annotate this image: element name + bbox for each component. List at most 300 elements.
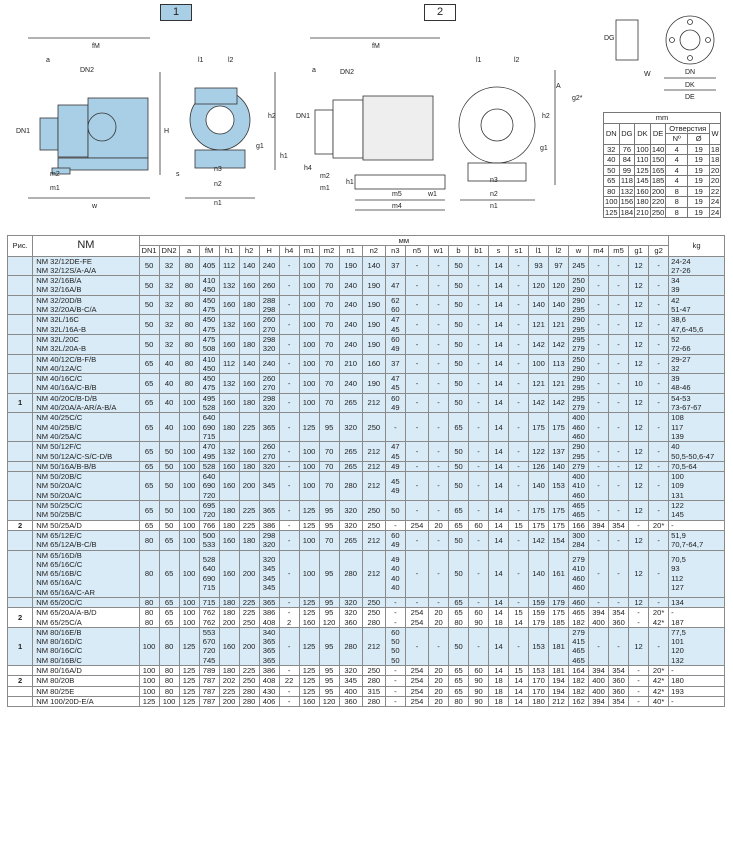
flange-row [604,165,721,176]
dimension-cell: - [279,334,299,354]
flange-row [604,186,721,197]
dimension-cell: 400 [339,686,362,696]
dimension-cell: - [509,393,529,413]
table-row [8,501,725,521]
flange-unit-header: mm [604,113,721,124]
label-dg: DG [604,35,615,42]
weight-cell: - [669,520,725,530]
weight-cell: 134 [669,597,725,607]
dimension-cell: 70 [319,334,339,354]
table-row [8,696,725,706]
dimension-cell: 265 [339,393,362,413]
dimension-cell: 12 [629,501,649,521]
dimension-cell: 181 [549,666,569,676]
dimension-cell: - [469,315,489,335]
dimension-cell: 50 [449,393,469,413]
dimension-cell: - [429,461,449,471]
dimension-cell: 65 [139,501,159,521]
dimension-cell: - [405,627,428,665]
dimension-cell: 80 [179,374,199,394]
dimension-cell: 65 [139,472,159,501]
flange-cell: 4 [666,155,688,166]
dimension-cell: 240 [259,256,279,276]
dimension-cell: 32 [159,334,179,354]
dimension-cell: 430 [259,686,279,696]
weight-cell: 108 117 139 [669,413,725,442]
dimension-cell: 166 [569,520,589,530]
flange-cell: 65 [604,176,620,187]
dimension-cell: 65 [139,393,159,413]
figure-number-cell [8,550,33,597]
dimension-cell: 12 [629,461,649,471]
dimension-cell: 175 [529,413,549,442]
dimension-cell: 354 [609,696,629,706]
label-h2: h2 [268,113,276,120]
dimension-cell: 12 [629,256,649,276]
dimension-cell: 212 [549,696,569,706]
label-g1: g1 [256,143,264,150]
dimension-cell: 100 100 [179,608,199,628]
column-header-b: b [449,246,469,256]
figure-number-cell [8,315,33,335]
dimension-cell: 789 [199,666,219,676]
dimension-cell: 100 [299,276,319,296]
dimension-cell: 20* 42* [649,608,669,628]
model-name-cell: NM 40/16C/C NM 40/16A/C-B/B [33,374,139,394]
dimension-cell: - [405,295,428,315]
dimension-cell: 159 [529,597,549,607]
flange-header-dn: DN [604,123,620,144]
dimension-cell: - [469,374,489,394]
dimension-cell: 65 [139,413,159,442]
label-a-flange: A [556,83,561,90]
dimension-cell: 14 [489,597,509,607]
label-dn2: DN2 [80,67,95,74]
column-header-a: a [179,246,199,256]
weight-cell: 34 39 [669,276,725,296]
flange-header-w: W [710,123,721,144]
dimension-cell: - [649,550,669,597]
dimension-cell: 250 [362,413,385,442]
dimension-cell: 225 [239,597,259,607]
dimension-cell: 20 20 [429,608,449,628]
dimension-cell: 125 [299,413,319,442]
flange-header-dg: DG [619,123,635,144]
figure-number-cell [8,472,33,501]
dimension-cell: 320 345 345 345 [259,550,279,597]
dimension-cell: 345 [259,472,279,501]
dimension-cell: 100 [299,256,319,276]
dimension-cell: - [279,276,299,296]
dimension-cell: 153 [529,627,549,665]
dimension-cell: 93 [529,256,549,276]
dimension-cell: 180 200 [219,608,239,628]
weight-cell: 122 145 [669,501,725,521]
dimension-cell: - [609,550,629,597]
dimension-cell: 320 [259,461,279,471]
dimension-cell: 65 [159,597,179,607]
dimension-cell: - [649,334,669,354]
dimension-cell: 182 [569,686,589,696]
label-m5: m5 [392,191,402,198]
dimension-cell: 100 [139,676,159,686]
dimension-cell: 100 [179,442,199,462]
dimension-cell: - [279,686,299,696]
dimension-cell: - [609,597,629,607]
dimension-cell: - [629,676,649,686]
flange-cell: 4 [666,176,688,187]
dimension-cell: 175 [529,520,549,530]
dimension-cell: - [469,627,489,665]
label-fm: fM [92,43,100,50]
label-l1: l1 [198,57,204,64]
pump-table-body [8,256,725,707]
dimension-cell: 160 [219,472,239,501]
dimension-cell: 40* [649,696,669,706]
table-row [8,666,725,676]
table-row [8,676,725,686]
dimension-cell: 240 [339,315,362,335]
label-w-flange: W [644,71,651,78]
dimension-cell: - [279,354,299,374]
dimension-cell: 200 [219,696,239,706]
label-dn1: DN1 [16,128,31,135]
model-name-cell: NM 40/25C/C NM 40/25B/C NM 40/25A/C [33,413,139,442]
model-name-cell: NM 65/20C/C [33,597,139,607]
flange-cell: 80 [604,186,620,197]
dimension-cell: 354 [609,520,629,530]
dimension-cell: 394 [589,666,609,676]
label-m1-2: m1 [320,185,330,192]
dimension-cell: 695 720 [199,501,219,521]
dimension-cell: 360 [609,686,629,696]
dimension-cell: 450 475 [199,374,219,394]
dimension-cell: - [589,442,609,462]
flange-cell: 19 [688,165,710,176]
label-m2: m2 [50,171,60,178]
dimension-cell: 787 [199,676,219,686]
weight-cell: 52 72-66 [669,334,725,354]
dimension-cell: 260 270 [259,442,279,462]
model-name-cell: NM 50/12F/C NM 50/12A/C-S/C-D/B [33,442,139,462]
dimension-cell: 20 [429,696,449,706]
dimension-cell: 100 [299,550,319,597]
dimension-cell: 12 [629,295,649,315]
dimension-cell: 190 [362,295,385,315]
column-header-dn2: DN2 [159,246,179,256]
dimension-cell: 22 [279,676,299,686]
model-name-cell: NM 65/12E/C NM 65/12A/B-C/B [33,530,139,550]
dimension-cell: 100 [299,442,319,462]
flange-cell: 76 [619,144,635,155]
flange-dimensions-table [603,112,721,218]
flange-cell: 160 [636,186,649,196]
dimension-cell: 386 [259,520,279,530]
flange-cell: 200 [651,186,665,196]
flange-cell: 40 [604,155,620,166]
dimension-cell: 50 [449,295,469,315]
dimension-cell: 298 320 [259,393,279,413]
dimension-cell: 80 80 [139,608,159,628]
dimension-cell: 65 [159,550,179,597]
dimension-cell: 140 [239,256,259,276]
dimension-cell: 140 [362,256,385,276]
label-h1: h1 [280,153,288,160]
dimension-cell: 190 [339,256,362,276]
flange-cell: 150 [651,155,665,165]
flange-cell: 100 [636,144,649,154]
dimension-cell: 120 [529,276,549,296]
dimension-cell: 762 762 [199,608,219,628]
dimension-cell: - [589,354,609,374]
dimension-cell: 137 [549,442,569,462]
weight-cell: 38,6 47,6-45,6 [669,315,725,335]
pump-front-view-1 [185,72,275,198]
dimension-cell: - [405,276,428,296]
dimension-cell: - [429,530,449,550]
dimension-cell: - [385,413,405,442]
dimension-cell: 202 [219,676,239,686]
dimension-cell: 394 [589,520,609,530]
dimension-cell: - [385,666,405,676]
model-name-cell: NM 50/25C/C NM 50/25B/C [33,501,139,521]
dimension-cell: 70 [319,374,339,394]
model-name-cell: NM 80/20B [33,676,139,686]
dimension-cell: - [629,520,649,530]
dimension-cell: 120 [319,696,339,706]
dimension-cell: 50 [139,334,159,354]
dimension-cell: 250 290 [569,354,589,374]
dimension-cell: 787 [199,696,219,706]
dimension-cell: - [649,461,669,471]
dimension-cell: 164 [569,666,589,676]
label-de: DE [685,94,695,101]
dimension-cell: 180 [239,295,259,315]
dimension-cell: 200 [239,627,259,665]
dimension-cell: - [279,666,299,676]
dimension-cell: - [469,334,489,354]
dimension-cell: 450 475 [199,295,219,315]
dimension-cell: 50 [449,472,469,501]
label-dk: DK [685,82,695,89]
dimension-cell: 132 [219,276,239,296]
label-h2-2: h2 [542,113,550,120]
dimension-cell: - [609,334,629,354]
dimension-cell: 50 [449,530,469,550]
dimension-cell: 132 [219,374,239,394]
dimension-cell: 265 [339,461,362,471]
dimension-cell: - [405,393,428,413]
dimension-cell: 181 [549,627,569,665]
header-kg: kg [669,236,725,257]
flange-cell: 19 [688,144,710,155]
model-name-cell: NM 80/16E/B NM 80/16D/C NM 80/16C/C NM 80/16B/C [33,627,139,665]
dimension-cell: - [469,393,489,413]
dimension-cell: 60 50 50 50 [385,627,405,665]
dimension-cell: 212 [362,627,385,665]
dimension-cell: - [609,472,629,501]
dimension-cell: 49 [385,461,405,471]
dimension-cell: 47 45 [385,374,405,394]
dimension-cell: 179 [549,597,569,607]
dimension-cell: - [405,501,428,521]
dimension-cell: 225 [239,520,259,530]
dimension-cell: 140 [529,295,549,315]
dimension-cell: - [469,413,489,442]
dimension-cell: 70 [319,276,339,296]
column-header-n3: n3 [385,246,405,256]
dimension-cell: 60 49 [385,530,405,550]
weight-cell: 70,5-64 [669,461,725,471]
dimension-cell: - [509,530,529,550]
flange-table-body [604,144,721,218]
label-w1: w1 [428,191,437,198]
model-name-cell: NM 32L/16C NM 32L/16A-B [33,315,139,335]
dimension-cell: 265 [339,530,362,550]
table-row [8,627,725,665]
label-g2: g2* [572,95,583,102]
dimension-cell: 320 [339,520,362,530]
model-name-cell: NM 32/16B/A NM 32/16A/B [33,276,139,296]
dimension-cell: 260 270 [259,315,279,335]
dimension-cell: 410 450 [199,276,219,296]
figure-number-cell [8,374,33,394]
label-a: a [46,57,50,64]
dimension-cell: 715 [199,597,219,607]
column-header-fm: fM [199,246,219,256]
dimension-cell: - [649,315,669,335]
flange-cell: 19 [688,197,710,208]
dimension-cell: - [509,256,529,276]
dimension-cell: 50 [139,256,159,276]
dimension-cell: - [405,550,428,597]
figure-number-cell [8,334,33,354]
flange-cell: 140 [651,144,665,154]
flange-cell: 19 [688,176,710,187]
dimension-cell: - [405,413,428,442]
dimension-cell: 182 [569,676,589,686]
dimension-cell: 460 [569,597,589,607]
dimension-cell: 125 [299,627,319,665]
dimension-cell: 175 185 [549,608,569,628]
table-row [8,295,725,315]
dimension-cell: - [609,393,629,413]
label-m1: m1 [50,185,60,192]
flange-cell: 125 [605,207,618,217]
flange-cell: 110 [636,155,649,165]
label-l2: l2 [228,57,234,64]
figure-number-cell [8,256,33,276]
dimension-cell: - [509,627,529,665]
weight-cell: 29-27 32 [669,354,725,374]
dimension-cell: 180 [529,696,549,706]
column-header-b1: b1 [469,246,489,256]
label-g1-2: g1 [540,145,548,152]
dimension-cell: 250 [362,520,385,530]
dimension-cell: - [609,501,629,521]
dimension-cell: 160 [362,354,385,374]
dimension-cell: 408 [259,676,279,686]
label-n2: n2 [214,181,222,188]
dimension-cell: 80 [139,550,159,597]
dimension-cell: 475 508 [199,334,219,354]
dimension-cell: - [385,696,405,706]
dimension-cell: - [589,472,609,501]
figure-number-cell [8,461,33,471]
table-row [8,461,725,471]
dimension-cell: 20* [649,520,669,530]
table-row [8,686,725,696]
table-row [8,472,725,501]
dimension-cell: 95 [319,676,339,686]
weight-cell: 39 48-46 [669,374,725,394]
pump-dimensions-table [7,235,725,707]
dimension-cell: 62 60 [385,295,405,315]
label-n2-2: n2 [490,191,498,198]
label-n3-2: n3 [490,177,498,184]
dimension-cell: 20 [429,520,449,530]
weight-cell: 40 50,5-50,6-47 [669,442,725,462]
dimension-cell: 553 670 720 745 [199,627,219,665]
table-row [8,413,725,442]
label-n3: n3 [214,166,222,173]
dimension-cell: 60 [469,666,489,676]
column-header-h2: h2 [239,246,259,256]
model-name-cell: NM 50/20B/C NM 50/20A/C NM 50/20A/C [33,472,139,501]
dimension-cell: 394 400 [589,608,609,628]
dimension-cell: 470 495 [199,442,219,462]
dimension-cell: 50 [159,472,179,501]
dimension-cell: 153 [529,666,549,676]
dimension-cell: 290 295 [569,442,589,462]
flange-header-diameter: Ø [688,134,710,145]
dimension-cell: 125 [179,666,199,676]
table-row [8,597,725,607]
dimension-cell: 250 [362,597,385,607]
dimension-cell: 15 [509,520,529,530]
flange-row [604,207,721,218]
dimension-cell: - [385,597,405,607]
dimension-cell: 32 [159,315,179,335]
dimension-cell: 80 [449,696,469,706]
dimension-cell: 100 [179,530,199,550]
dimension-cell: - [609,256,629,276]
dimension-cell: - [429,550,449,597]
dimension-cell: 112 [219,256,239,276]
dimension-cell: 200 [239,472,259,501]
dimension-cell: 180 [219,520,239,530]
dimension-cell: - [279,501,299,521]
header-ris: Рис. [8,236,33,257]
dimension-cell: - [649,442,669,462]
dimension-cell: 100 [299,393,319,413]
dimension-cell: - [509,550,529,597]
dimension-cell: 40 [159,393,179,413]
dimension-cell: 125 [299,501,319,521]
dimension-cell: - [469,295,489,315]
dimension-cell: - [609,442,629,462]
dimension-cell: 295 279 [569,393,589,413]
flange-row [604,176,721,187]
dimension-cell: 225 [239,501,259,521]
flange-cell: 4 [666,144,688,155]
dimension-cell: 65 [139,461,159,471]
dimension-cell: 240 [259,354,279,374]
dimension-cell: 14 [489,413,509,442]
figure-number-cell [8,442,33,462]
label-m4: m4 [392,203,402,210]
flange-cell: 8 [666,207,688,218]
